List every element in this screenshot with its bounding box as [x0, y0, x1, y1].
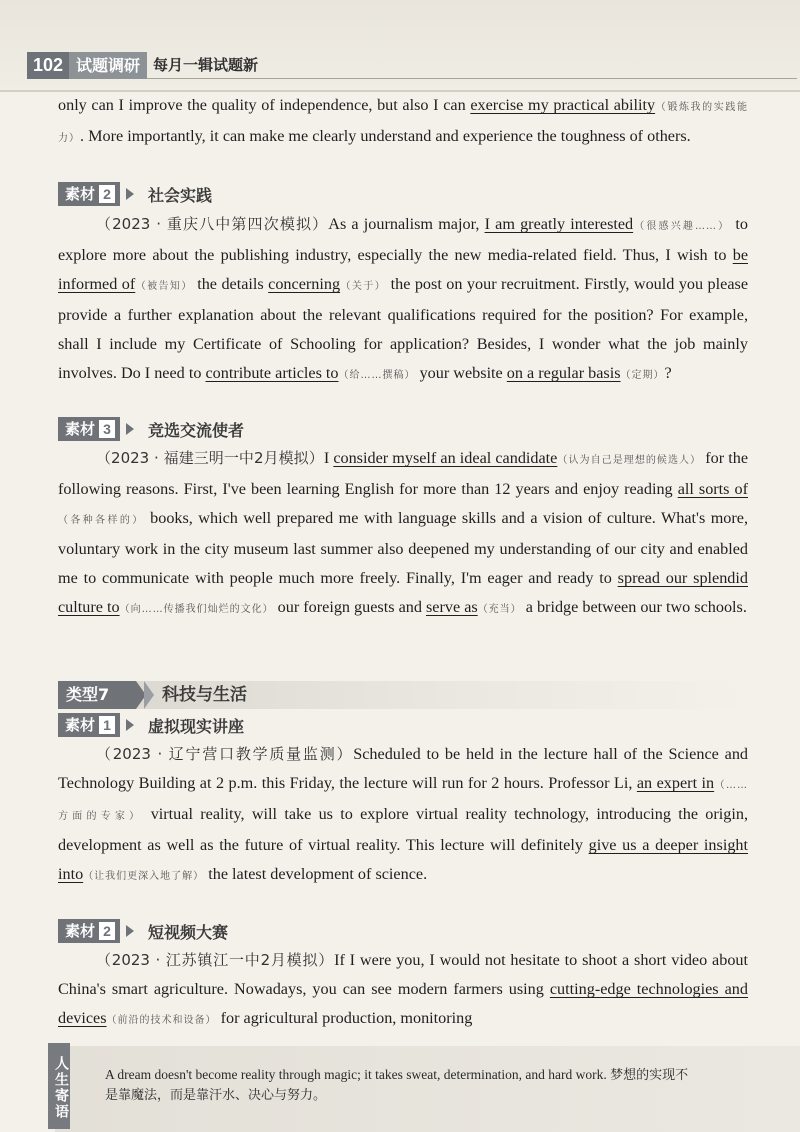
annotation: （被告知）	[135, 281, 193, 292]
intro-paragraph	[58, 91, 748, 153]
arrow-icon	[126, 423, 134, 435]
annotation: （……方面的专家）	[58, 780, 749, 822]
text-run: the latest development of science.	[204, 865, 428, 883]
key-phrase: all sorts of	[677, 480, 749, 498]
arrow-icon	[126, 188, 134, 200]
material-2b-paragraph	[58, 946, 748, 1035]
side-tag: 人生寄语	[48, 1043, 70, 1129]
key-phrase: on a regular basis	[506, 364, 621, 382]
text-run: to explore more about the publishing industry, especially the new media-related field. Thus, I wish to	[58, 215, 749, 264]
text-run: for the following reasons. First, I've been learning English for more than 12 years and enjoy reading	[58, 449, 749, 498]
type-badge: 类型7	[58, 681, 136, 709]
text-run: I	[323, 449, 334, 467]
key-phrase: cutting-edge technologies and devices	[58, 980, 748, 1027]
series-title: 每月一辑试题新	[153, 56, 259, 74]
material-number: 1	[99, 716, 115, 734]
source-citation: （2023 · 江苏镇江一中2月模拟）	[96, 951, 335, 969]
page-number: 102	[27, 52, 69, 79]
material-3-paragraph	[58, 444, 748, 624]
header-rule	[147, 78, 797, 79]
annotation: （让我们更深入地了解）	[83, 871, 205, 882]
arrow-icon	[126, 719, 134, 731]
material-title: 虚拟现实讲座	[148, 716, 245, 736]
text-run: . More importantly, it can make me clearly understand and experience the toughness of others.	[80, 127, 691, 145]
text-run: books, which well prepared me with language skills and a vision of culture. What's more, voluntary work in the city museum last summer also deepened my understanding of our city and enabled me to communicate with people much more freely. Finally, I'm eager and ready to	[58, 509, 749, 587]
arrow-icon	[126, 925, 134, 937]
page-header	[0, 0, 800, 92]
material-2a-paragraph	[58, 210, 748, 390]
type-title: 科技与生活	[162, 685, 247, 705]
annotation: （认为自己是理想的候选人）	[557, 455, 702, 466]
key-phrase: exercise my practical ability	[470, 96, 656, 114]
annotation: （定期）	[620, 370, 665, 381]
source-citation: （2023 · 福建三明一中2月模拟）	[96, 449, 324, 467]
annotation: （关于）	[340, 281, 387, 292]
annotation: （前沿的技术和设备）	[106, 1015, 217, 1026]
key-phrase: give us a deeper insight into	[58, 836, 749, 883]
text-run: As a journalism major,	[328, 215, 485, 233]
material-badge-text: 素材	[65, 716, 96, 734]
key-phrase: be informed of	[58, 246, 748, 293]
text-run: a bridge between our two schools.	[521, 598, 747, 616]
material-badge	[58, 182, 120, 206]
material-badge-text: 素材	[65, 185, 96, 203]
text-run: the details	[192, 275, 269, 293]
key-phrase: contribute articles to	[205, 364, 339, 382]
text-run: virtual reality, will take us to explore virtual reality technology, introducing the origin, development as well as the future of virtual reality. This lecture will definitely	[58, 805, 749, 854]
text-run: the post on your recruitment. Firstly, would you please provide a further explanation about the relevant qualifications required for the position? For example, shall I include my Certificate of Schooling for application? Besides, I wonder what the job mainly involves. Do I need to	[58, 275, 749, 382]
material-number: 3	[99, 420, 115, 438]
footer-quote	[105, 1065, 695, 1105]
material-title: 社会实践	[148, 185, 213, 205]
source-citation: （2023 · 重庆八中第四次模拟）	[96, 215, 329, 233]
material-title: 竞选交流使者	[148, 420, 245, 440]
key-phrase: I am greatly interested	[484, 215, 634, 233]
quote-chinese: 梦想的实现不是靠魔法，而是靠汗水、决心与努力。	[105, 1068, 689, 1103]
text-run: only can I improve the quality of independence, but also I can	[58, 96, 471, 114]
chevron-icon	[144, 681, 154, 709]
material-1-paragraph	[58, 740, 748, 891]
annotation: （给……撰稿）	[338, 370, 416, 381]
key-phrase: consider myself an ideal candidate	[333, 449, 558, 467]
material-badge	[58, 713, 120, 737]
text-run: Scheduled to be held in the lecture hall of the Science and Technology Building at 2 p.m. this Friday, the lecture will run for 2 hours. Professor Li,	[58, 745, 749, 792]
material-badge-text: 素材	[65, 420, 96, 438]
section-title: 试题调研	[69, 52, 147, 79]
key-phrase: spread our splendid culture to	[58, 569, 748, 616]
key-phrase: an expert in	[636, 774, 715, 792]
text-run: for agricultural production, monitoring	[216, 1009, 473, 1027]
annotation: （各种各样的）	[58, 515, 145, 526]
material-label-1	[58, 713, 244, 737]
annotation: （向……传播我们灿烂的文化）	[119, 604, 274, 615]
key-phrase: serve as	[426, 598, 478, 616]
material-badge-text: 素材	[65, 922, 96, 940]
annotation: （很感兴趣……）	[633, 221, 731, 232]
annotation: （充当）	[477, 604, 522, 615]
text-run: our foreign guests and	[273, 598, 426, 616]
annotation: （锻炼我的实践能力）	[58, 102, 748, 144]
material-label-2b	[58, 919, 228, 943]
text-run: If I were you, I would not hesitate to shoot a short video about China's smart agriculture. Nowadays, you can see modern farmers using	[58, 951, 749, 998]
material-number: 2	[99, 185, 115, 203]
material-label-3	[58, 417, 244, 441]
material-label-2a	[58, 182, 212, 206]
key-phrase: concerning	[268, 275, 341, 293]
type-header	[58, 681, 748, 709]
material-badge	[58, 919, 120, 943]
source-citation: （2023 · 辽宁营口教学质量监测）	[96, 745, 354, 763]
material-number: 2	[99, 922, 115, 940]
quote-english: A dream doesn't become reality through magic; it takes sweat, determination, and hard work.	[105, 1067, 607, 1082]
text-run: your website	[415, 364, 507, 382]
material-badge	[58, 417, 120, 441]
text-run: ?	[664, 364, 672, 382]
material-title: 短视频大赛	[148, 922, 229, 942]
